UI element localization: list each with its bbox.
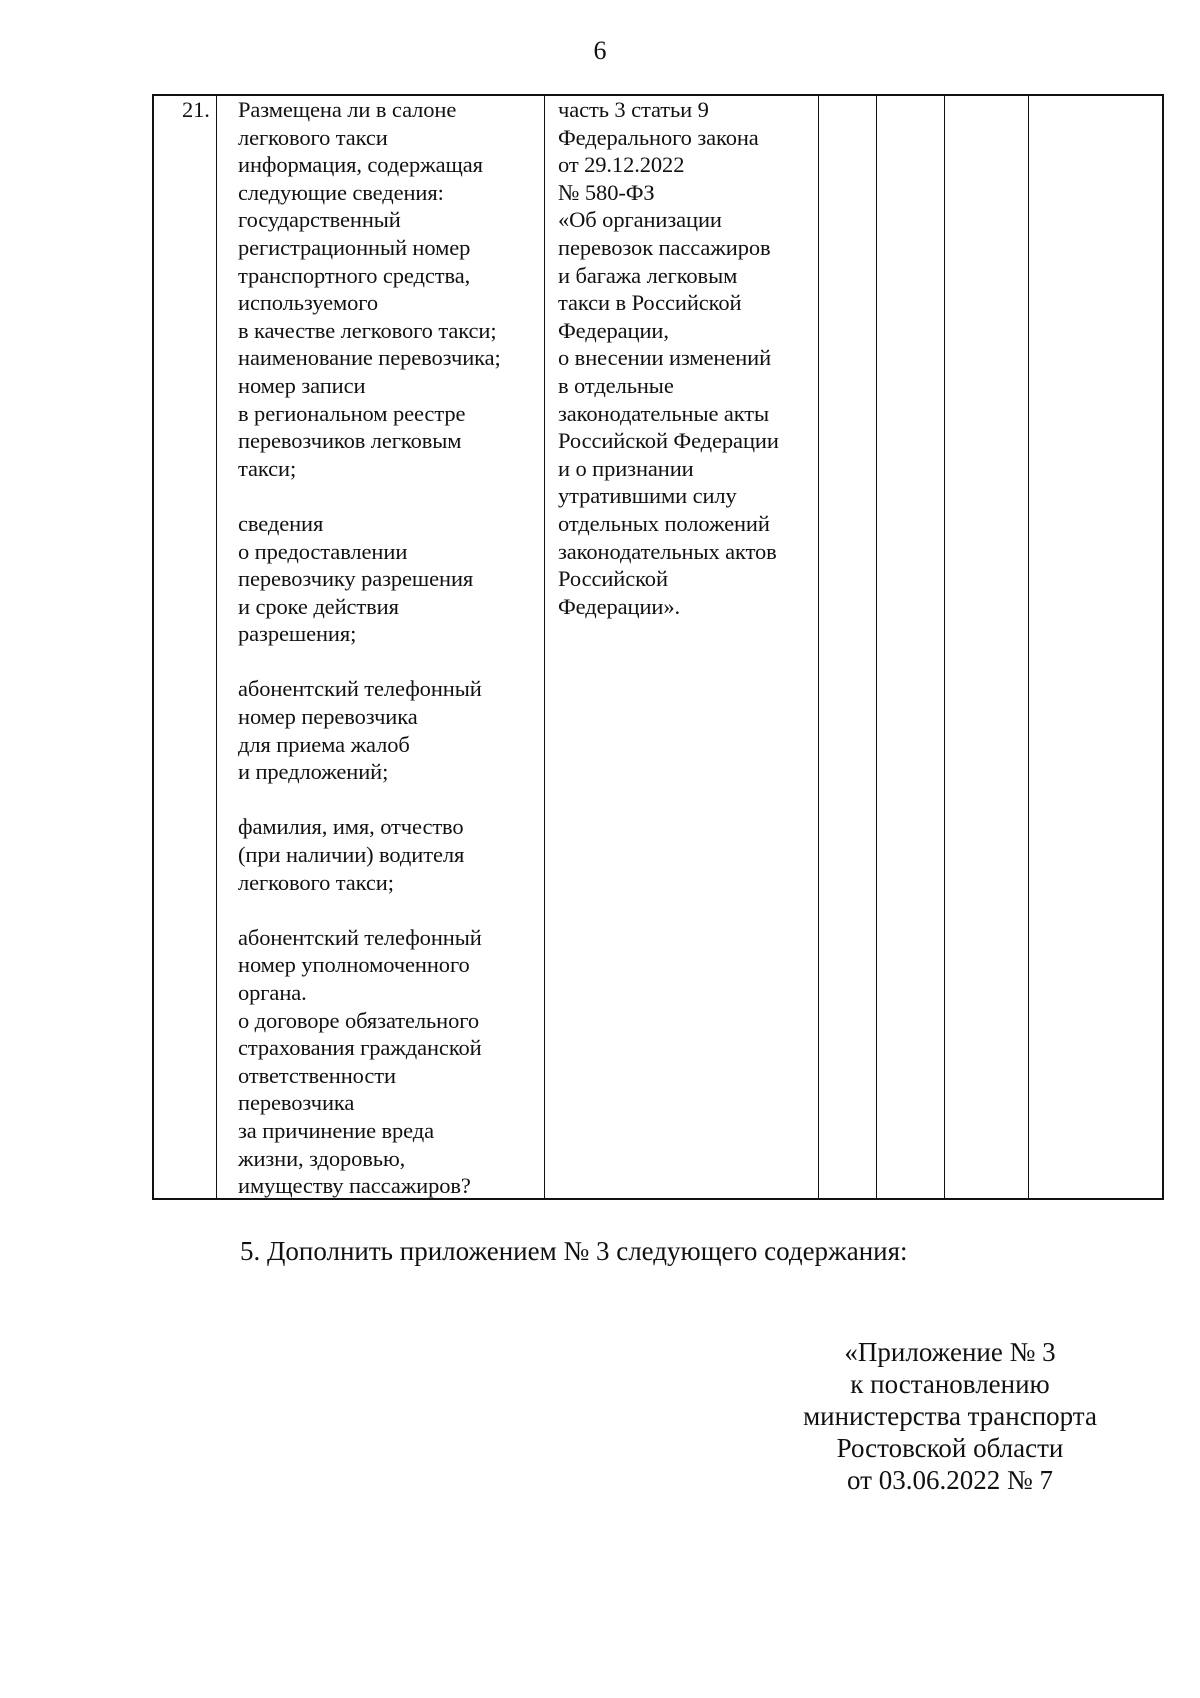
- law-reference: часть 3 статьи 9 Федерального закона от 29.12.2022 № 580-ФЗ «Об организации перевозок пассажиров и багажа легковым такси в Российской Федерации, о внесении изменений в отдельные законодательные акты Российской Федерации и о признании утратившими силу отдельных положений законодательных актов Российской Федерации».: [558, 97, 779, 619]
- column-divider: [1028, 96, 1029, 1198]
- appendix-line: к постановлению: [850, 1369, 1050, 1399]
- column-divider: [876, 96, 877, 1198]
- appendix-line: от 03.06.2022 № 7: [847, 1465, 1053, 1495]
- appendix-line: министерства транспорта: [803, 1401, 1097, 1431]
- checklist-table: [152, 94, 1164, 1200]
- row-number: 21.: [182, 97, 210, 122]
- appendix-header: [760, 1336, 1140, 1496]
- column-divider: [216, 96, 217, 1198]
- column-divider: [544, 96, 545, 1198]
- question-text: Размещена ли в салоне легкового такси информация, содержащая следующие сведения: государственный регистрационный номер транспортного средства, используемого в качестве легкового такси; наименование перевозчика; номер записи в региональном реестре перевозчиков легковым такси; сведения о предоставлении перевозчику разрешения и сроке действия разрешения; абонентский телефонный номер перевозчика для приема жалоб и предложений; фамилия, имя, отчество (при наличии) водителя легкового такси; абонентский телефонный номер уполномоченного органа. о договоре обязательного страхования гражданской ответственности перевозчика за причинение вреда жизни, здоровью, имуществу пассажиров?: [238, 97, 501, 1199]
- column-divider: [944, 96, 945, 1198]
- appendix-line: Ростовской области: [836, 1433, 1064, 1463]
- page-number: 6: [593, 36, 607, 65]
- appendix-line: «Приложение № 3: [844, 1337, 1056, 1367]
- amendment-paragraph: 5. Дополнить приложением № 3 следующего содержания:: [240, 1236, 908, 1266]
